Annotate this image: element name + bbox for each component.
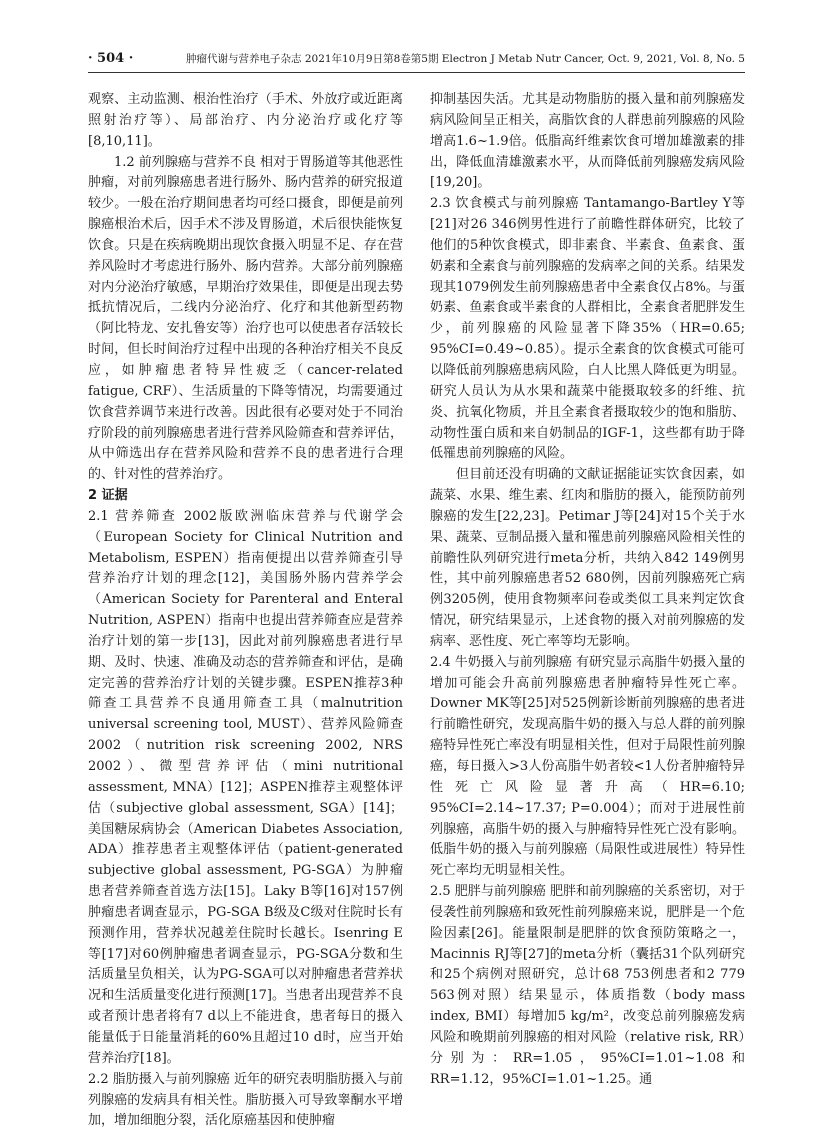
page-header — [88, 50, 745, 68]
section-2-2: 2.2 脂肪摄入与前列腺癌 近年的研究表明脂肪摄入与前列腺癌的发病具有相关性。脂肪摄入可导致睾酮水平增加，增加细胞分裂，活化原癌基因和使肿瘤 — [88, 1071, 403, 1129]
section-1-2: 1.2 前列腺癌与营养不良 相对于胃肠道等其他恶性肿瘤，对前列腺癌患者进行肠外、肠内营养的研究报道较少。一般在治疗期间患者均可经口摄食，即便是前列腺癌根治术后，因手术不涉及胃肠道，术后很快能恢复饮食。只是在疾病晚期出现饮食摄入明显不足、存在营养风险时才考虑进行肠外、肠内营养。大部分前列腺癌对内分泌治疗敏感，早期治疗效果佳，即便是出现去势抵抗情况后，二线内分泌治疗、化疗和其他新型药物（阿比特龙、安扎鲁安等）治疗也可以使患者存活较长时间，但长时间治疗过程中出现的各种治疗相关不良反应，如肿瘤患者特异性疲乏（cancer-related fatigue, CRF）、生活质量的下降等情况，均需要通过饮食营养调节来进行改善。因此很有必要对处于不同治疗阶段的前列腺癌患者进行营养风险筛查和营养评估，从中筛选出存在营养风险和营养不良的患者进行合理的、针对性的营养治疗。 — [88, 154, 403, 483]
section-heading-evidence: 2 证据 — [88, 488, 128, 504]
paragraph: 抑制基因失活。尤其是动物脂肪的摄入量和前列腺癌发病风险间呈正相关，高脂饮食的人群患前列腺癌的风险增高1.6~1.9倍。低脂高纤维素饮食可增加雄激素的排出，降低血清雄激素水平，从而降低前列腺癌发病风险[19,20]。 — [430, 92, 745, 191]
left-column — [88, 90, 403, 1132]
page-number: · 504 · — [88, 51, 134, 66]
right-column — [430, 90, 745, 1091]
section-2-5: 2.5 肥胖与前列腺癌 肥胖和前列腺癌的关系密切，对于侵袭性前列腺癌和致死性前列腺癌来说，肥胖是一个危险因素[26]。能量限制是肥胖的饮食预防策略之一，Macinnis RJ等[27]的meta分析（囊括31个队列研究和25个病例对照研究，总计68 753例患者和2 779 563例对照）结果显示，体质指数（body mass index, BMI）每增加5 kg/m²，改变总前列腺癌发病风险和晚期前列腺癌的相对风险（relative risk, RR）分别为：RR=1.05，95%CI=1.01~1.08和RR=1.12，95%CI=1.01~1.25。通 — [430, 884, 745, 1087]
journal-running-head: 肿瘤代谢与营养电子杂志 2021年10月9日第8卷第5期 Electron J Metab Nutr Cancer, Oct. 9, 2021, Vol. 8, No. 5 — [186, 53, 745, 65]
section-2-4: 2.4 牛奶摄入与前列腺癌 有研究显示高脂牛奶摄入量的增加可能会升高前列腺癌患者肿瘤特异性死亡率。Downer MK等[25]对525例新诊断前列腺癌的患者进行前瞻性研究，发现高脂牛奶的摄入与总人群的前列腺癌特异性死亡率没有明显相关性，但对于局限性前列腺癌，每日摄入>3人份高脂牛奶者较<1人份者肿瘤特异性死亡风险显著升高（HR=6.10; 95%CI=2.14~17.37; P=0.004）；而对于进展性前列腺癌，高脂牛奶的摄入与肿瘤特异性死亡没有影响。低脂牛奶的摄入与前列腺癌（局限性或进展性）特异性死亡率均无明显相关性。 — [430, 654, 745, 879]
section-2-3: 2.3 饮食模式与前列腺癌 Tantamango-Bartley Y等[21]对26 346例男性进行了前瞻性群体研究，比较了他们的5种饮食模式，即非素食、半素食、鱼素食、蛋奶素和全素食与前列腺癌的发病率之间的关系。结果发现其1079例发生前列腺癌患者中全素食仅占8%。与蛋奶素、鱼素食或半素食的人群相比，全素食者肥胖发生少，前列腺癌的风险显著下降35%（HR=0.65; 95%CI=0.49~0.85）。提示全素食的饮食模式可能可以降低前列腺癌患病风险，白人比黑人降低更为明显。研究人员认为从水果和蔬菜中能摄取较多的纤维、抗炎、抗氧化物质，并且全素食者摄取较少的饱和脂肪、动物性蛋白质和来自奶制品的IGF-1，这些都有助于降低罹患前列腺癌的风险。 — [430, 196, 745, 462]
paragraph: 观察、主动监测、根治性治疗（手术、外放疗或近距离照射治疗等）、局部治疗、内分泌治疗或化疗等[8,10,11]。 — [88, 92, 403, 149]
paragraph: 但目前还没有明确的文献证据能证实饮食因素，如蔬菜、水果、维生素、红肉和脂肪的摄入，能预防前列腺癌的发生[22,23]。Petimar J等[24]对15个关于水果、蔬菜、豆制品摄入量和罹患前列腺癌风险相关性的前瞻性队列研究进行meta分析，共纳入842 149例男性，其中前列腺癌患者52 680例，因前列腺癌死亡病例3205例，使用食物频率问卷或类似工具来判定饮食情况，研究结果显示，上述食物的摄入对前列腺癌的发病率、恶性度、死亡率等均无影响。 — [430, 467, 745, 649]
header-rule — [88, 72, 745, 73]
section-2-1: 2.1 营养筛查 2002版欧洲临床营养与代谢学会（European Society for Clinical Nutrition and Metabolism, ESPEN）指南便提出以营养筛查引导营养治疗计划的理念[12]，美国肠外肠内营养学会（American Society for Parenteral and Enteral Nutrition, ASPEN）指南中也提出营养筛查应是营养治疗计划的第一步[13]，因此对前列腺癌患者进行早期、及时、快速、准确及动态的营养筛查和评估，是确定完善的营养治疗计划的关键步骤。ESPEN推荐3种筛查工具营养不良通用筛查工具（malnutrition universal screening tool, MUST）、营养风险筛查2002（nutrition risk screening 2002, NRS 2002）、微型营养评估（mini nutritional assessment, MNA）[12]；ASPEN推荐主观整体评估（subjective global assessment, SGA）[14]；美国糖尿病协会（American Diabetes Association, ADA）推荐患者主观整体评估（patient-generated subjective global assessment, PG-SGA）为肿瘤患者营养筛查首选方法[15]。Laky B等[16]对157例肿瘤患者调查显示，PG-SGA B级及C级对住院时长有预测作用，营养状况越差住院时长越长。Isenring E等[17]对60例肿瘤患者调查显示，PG-SGA分数和生活质量呈负相关，认为PG-SGA可以对肿瘤患者营养状况和生活质量变化进行预测[17]。当患者出现营养不良或者预计患者将有7 d以上不能进食，患者每日的摄入能量低于日能量消耗的60%且超过10 d时，应当开始营养治疗[18]。 — [88, 508, 403, 1066]
